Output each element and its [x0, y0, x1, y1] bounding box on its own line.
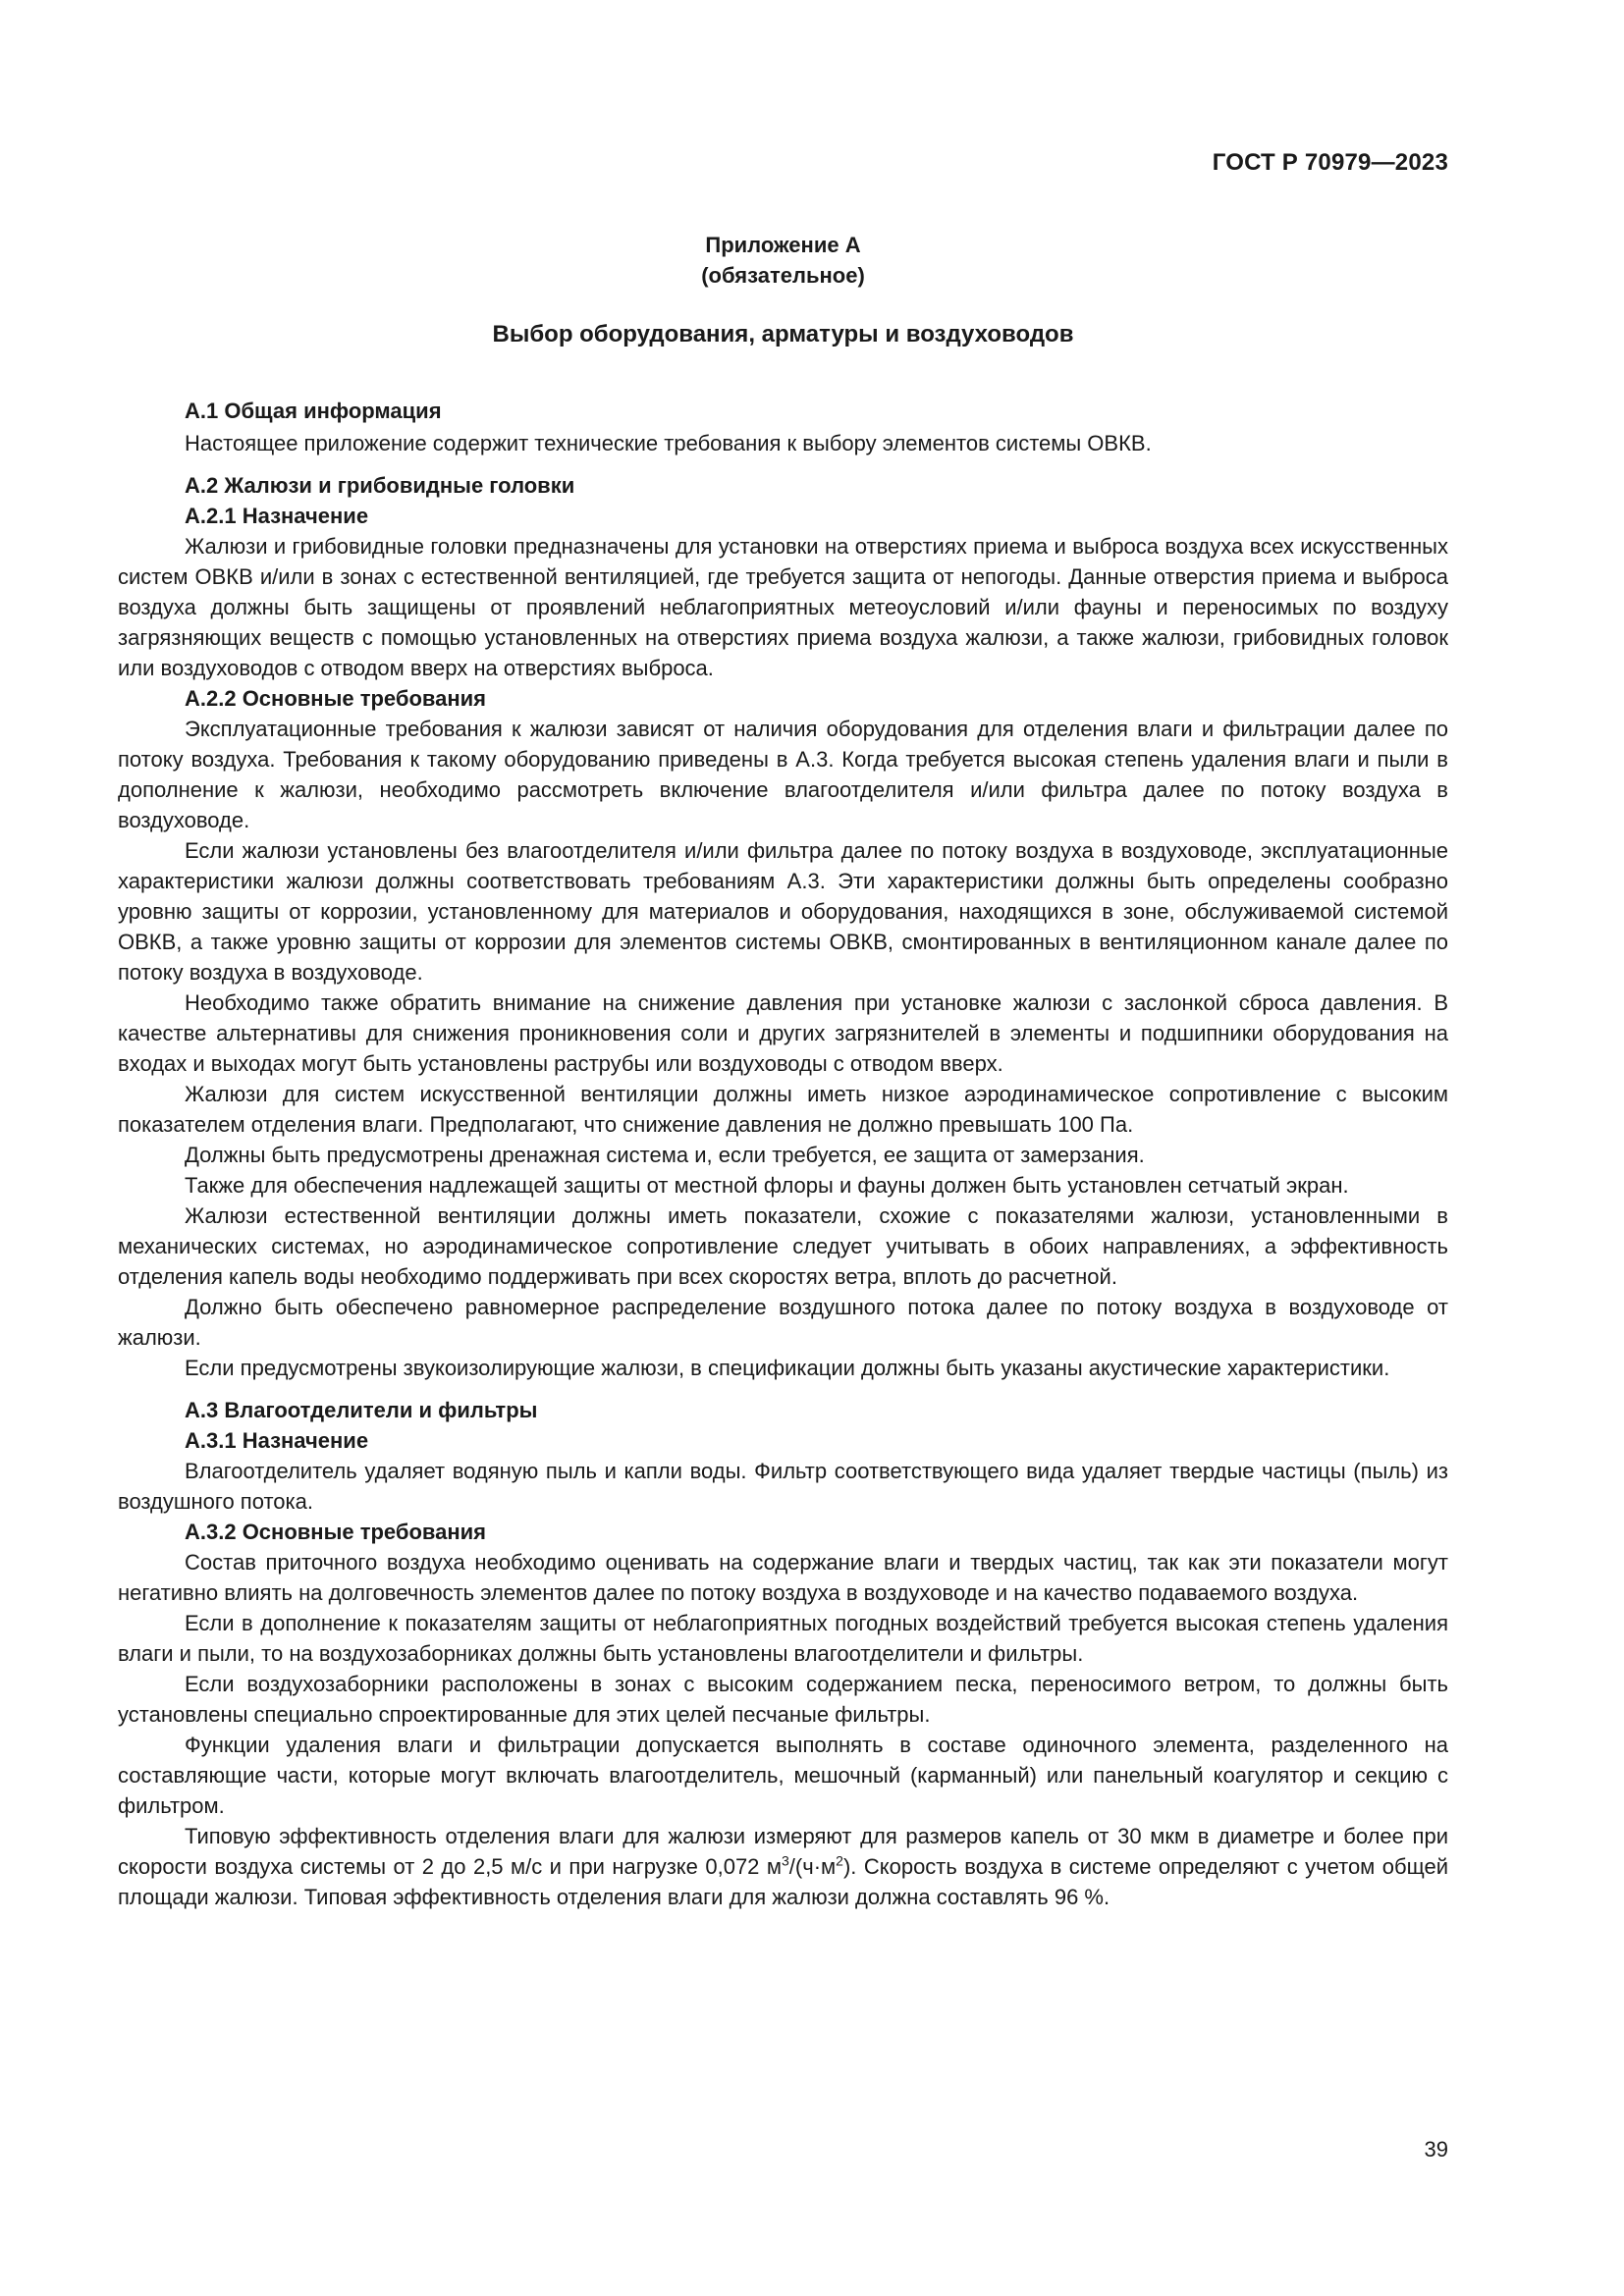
subsection-heading-a31: А.3.1 Назначение	[185, 1428, 369, 1453]
paragraph: Настоящее приложение содержит технические требования к выбору элементов системы ОВКВ.	[185, 431, 1152, 455]
text-span: Типовую эффективность отделения влаги для жалюзи измеряют для размеров капель от 30 мкм в диаметре и более при скорости воздуха системы от 2 до 2,5 м/с и при нагрузке 0,072 м	[118, 1824, 1448, 1879]
appendix-status: (обязательное)	[701, 263, 865, 288]
section-heading-a2: А.2 Жалюзи и грибовидные головки	[185, 473, 575, 498]
paragraph: Жалюзи для систем искусственной вентиляции должны иметь низкое аэродинамическое сопротивление с высоким показателем отделения влаги. Предполагают, что снижение давления не должно превышать 100 Па.	[118, 1082, 1448, 1137]
subsection-heading-a22: А.2.2 Основные требования	[185, 686, 487, 711]
paragraph: Должно быть обеспечено равномерное распределение воздушного потока далее по потоку воздуха в воздуховоде от жалюзи.	[118, 1295, 1448, 1350]
paragraph: Также для обеспечения надлежащей защиты от местной флоры и фауны должен быть установлен сетчатый экран.	[185, 1173, 1349, 1198]
section-heading-a1: А.1 Общая информация	[185, 399, 442, 423]
page-number: 39	[1424, 2137, 1448, 2162]
paragraph: Если в дополнение к показателям защиты от неблагоприятных погодных воздействий требуется высокая степень удаления влаги и пыли, то на воздухозаборниках должны быть установлены влагоотделители и фильтры.	[118, 1611, 1448, 1666]
paragraph: Эксплуатационные требования к жалюзи зависят от наличия оборудования для отделения влаги и фильтрации далее по потоку воздуха. Требования к такому оборудованию приведены в А.3. Когда требуется высокая степень удаления влаги и пыли в дополнение к жалюзи, необходимо рассмотреть включение влагоотделителя и/или фильтра далее по потоку воздуха в воздуховоде.	[118, 717, 1448, 832]
superscript: 2	[836, 1852, 843, 1869]
appendix-label: Приложение А	[705, 233, 861, 257]
document-code: ГОСТ Р 70979—2023	[1212, 149, 1448, 176]
paragraph: Жалюзи и грибовидные головки предназначены для установки на отверстиях приема и выброса воздуха всех искусственных систем ОВКВ и/или в зонах с естественной вентиляцией, где требуется защита от непогоды. Данные отверстия приема и выброса воздуха должны быть защищены от проявлений неблагоприятных метеоусловий и/или фауны и переносимых по воздуху загрязняющих веществ с помощью установленных на отверстиях приема воздуха жалюзи, а также жалюзи, грибовидных головок или воздуховодов с отводом вверх на отверстиях выброса.	[118, 534, 1448, 680]
text-span: /(ч·м	[788, 1854, 837, 1879]
paragraph: Если воздухозаборники расположены в зонах с высоким содержанием песка, переносимого ветром, то должны быть установлены специально спроектированные для этих целей песчаные фильтры.	[118, 1672, 1448, 1727]
paragraph: Состав приточного воздуха необходимо оценивать на содержание влаги и твердых частиц, так как эти показатели могут негативно влиять на долговечность элементов далее по потоку воздуха в воздуховоде и на качество подаваемого воздуха.	[118, 1550, 1448, 1605]
section-heading-a3: А.3 Влагоотделители и фильтры	[185, 1398, 538, 1422]
document-page	[118, 0, 1448, 2296]
paragraph: Должны быть предусмотрены дренажная система и, если требуется, ее защита от замерзания.	[185, 1143, 1145, 1167]
superscript: 3	[782, 1852, 789, 1869]
appendix-title: Выбор оборудования, арматуры и воздуховодов	[492, 321, 1074, 347]
body-text	[118, 396, 1448, 1912]
paragraph: Влагоотделитель удаляет водяную пыль и капли воды. Фильтр соответствующего вида удаляет твердые частицы (пыль) из воздушного потока.	[118, 1459, 1448, 1514]
paragraph: Необходимо также обратить внимание на снижение давления при установке жалюзи с заслонкой сброса давления. В качестве альтернативы для снижения проникновения соли и других загрязнителей в элементы и подшипники оборудования на входах и выходах могут быть установлены раструбы или воздуховоды с отводом вверх.	[118, 990, 1448, 1076]
paragraph: Если предусмотрены звукоизолирующие жалюзи, в спецификации должны быть указаны акустические характеристики.	[185, 1356, 1390, 1380]
subsection-heading-a32: А.3.2 Основные требования	[185, 1520, 487, 1544]
subsection-heading-a21: А.2.1 Назначение	[185, 504, 369, 528]
paragraph	[118, 1821, 1448, 1912]
paragraph: Жалюзи естественной вентиляции должны иметь показатели, схожие с показателями жалюзи, установленными в механических системах, но аэродинамическое сопротивление следует учитывать в обоих направлениях, а эффективность отделения капель воды необходимо поддерживать при всех скоростях ветра, вплоть до расчетной.	[118, 1203, 1448, 1289]
paragraph: Если жалюзи установлены без влагоотделителя и/или фильтра далее по потоку воздуха в воздуховоде, эксплуатационные характеристики жалюзи должны соответствовать требованиям А.3. Эти характеристики должны быть определены сообразно уровню защиты от коррозии, установленному для материалов и оборудования, находящихся в зоне, обслуживаемой системой ОВКВ, а также уровню защиты от коррозии для элементов системы ОВКВ, смонтированных в вентиляционном канале далее по потоку воздуха в воздуховоде.	[118, 838, 1448, 985]
paragraph: Функции удаления влаги и фильтрации допускается выполнять в составе одиночного элемента, разделенного на составляющие части, которые могут включать влагоотделитель, мешочный (карманный) или панельный коагулятор и секцию с фильтром.	[118, 1733, 1448, 1818]
text-span: ). Скорость воздуха в системе определяют с учетом общей площади жалюзи. Типовая эффективность отделения влаги для жалюзи должна составлять 96 %.	[118, 1854, 1448, 1909]
